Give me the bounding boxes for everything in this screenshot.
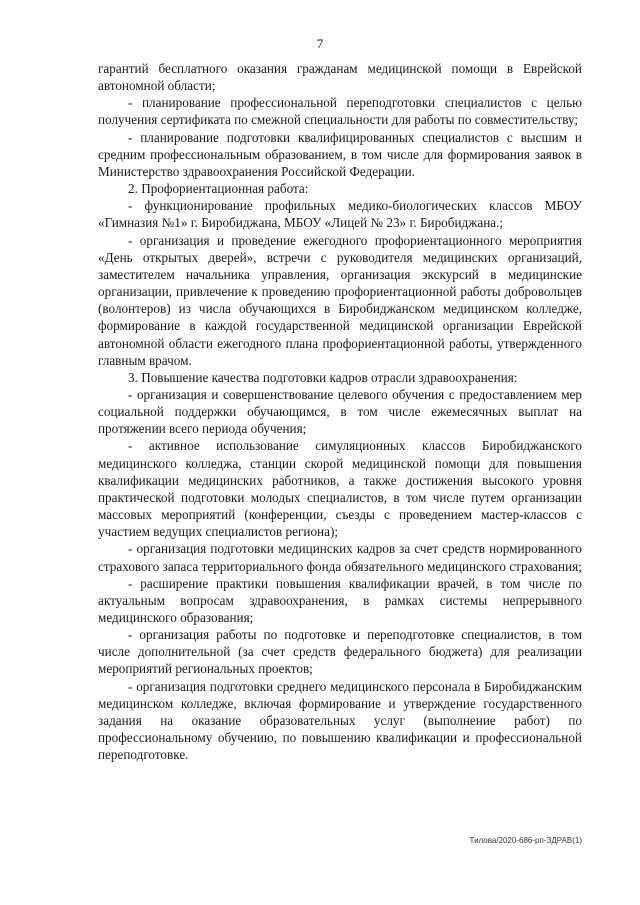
paragraph-11: - расширение практики повышения квалификации врачей, в том числе по актуальным вопросам здравоохранения, в рамках системы непрерывного медицинского образования; — [98, 575, 582, 625]
page-number: 7 — [316, 36, 324, 51]
paragraph-3: - планирование подготовки квалифицированных специалистов с высшим и средним профессиональным образованием, в том числе для формирования заявок в Министерство здравоохранения Российской Федерации. — [98, 129, 582, 179]
footer-code: Тилова/2020-686-рп-ЗДРАВ(1) — [469, 836, 582, 845]
section-heading-2: 2. Профориентационная работа: — [128, 181, 309, 197]
paragraph-10: - организация подготовки медицинских кадров за счет средств нормированного страхового запаса территориального фонда обязательного медицинского страхования; — [98, 541, 582, 574]
paragraph-2: - планирование профессиональной переподготовки специалистов с целью получения сертификата по смежной специальности для работы по совместительству; — [98, 95, 582, 128]
paragraph-12: - организация работы по подготовке и переподготовке специалистов, в том числе дополнительной (за счет средств федерального бюджета) для реализации мероприятий региональных проектов; — [98, 627, 582, 677]
paragraph-8: - организация и совершенствование целевого обучения с предоставлением мер социальной поддержки обучающимся, в том числе ежемесячных выплат на протяжении всего периода обучения; — [98, 386, 582, 437]
document-body — [98, 60, 582, 763]
paragraph-6: - организация и проведение ежегодного профориентационного мероприятия «День открытых дверей», встречи с руководителя медицинских организаций, заместителем начальника управления, организация экскурсий в медицинские организации, привлечение к проведению профориентационной работы добровольцев (волонтеров) из числа обучающихся в Биробиджанском медицинском колледже, формирование в каждой государственной медицинской организации Еврейской автономной области ежегодного плана профориентационной работы, утвержденного главным врачом. — [98, 232, 582, 368]
paragraph-13: - организация подготовки среднего медицинского персонала в Биробиджанским медицинском колледже, включая формирование и утверждение государственного задания на оказание образовательных услуг (выполнение работ) по профессиональному обучению, по повышению квалификации и профессиональной переподготовке. — [98, 678, 582, 763]
paragraph-5: - функционирование профильных медико-биологических классов МБОУ «Гимназия №1» г. Биробиджана, МБОУ «Лицей № 23» г. Биробиджана.; — [98, 198, 582, 231]
paragraph-9: - активное использование симуляционных классов Биробиджанского медицинского колледжа, станции скорой медицинской помощи для повышения квалификации медицинских работников, а также достижения высокого уровня практической подготовки молодых специалистов, в том числе путем организации массовых мероприятий (конференции, съезды с проведением мастер-классов с участием ведущих специалистов региона); — [98, 438, 582, 540]
section-heading-3: 3. Повышение качества подготовки кадров отрасли здравоохранения: — [128, 369, 518, 385]
paragraph-1: гарантий бесплатного оказания гражданам медицинской помощи в Еврейской автономной области; — [98, 61, 582, 94]
